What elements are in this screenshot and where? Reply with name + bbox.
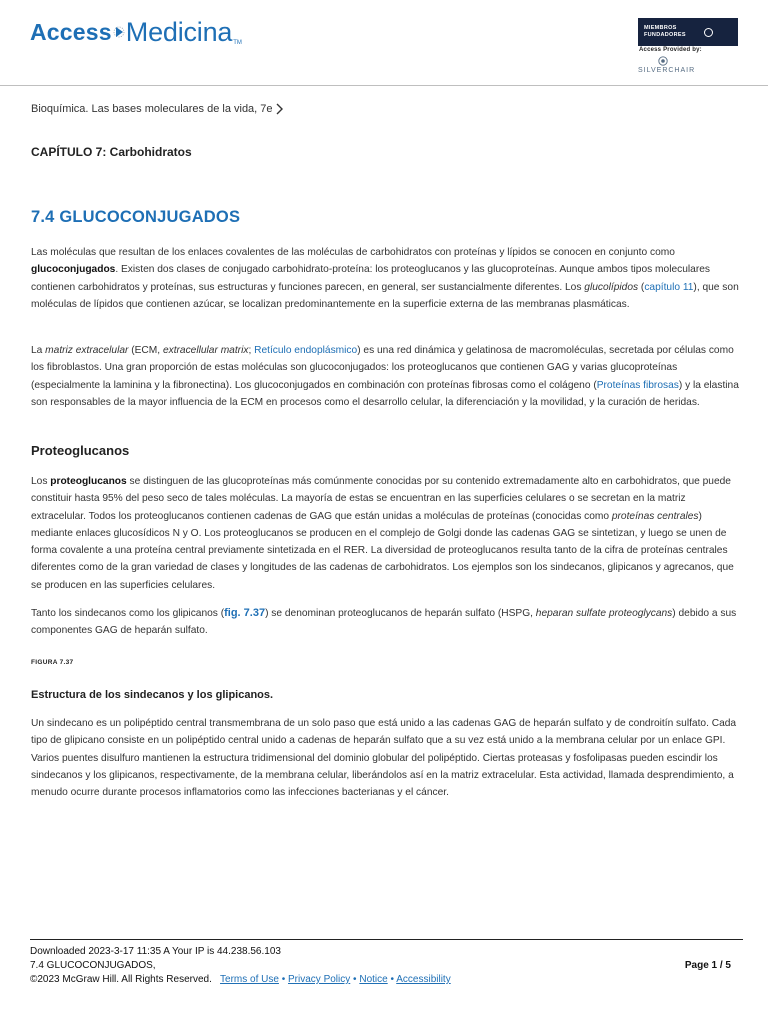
page-number: Page 1 / 5 [684, 960, 731, 971]
provided-by-label: Access Provided by: [639, 47, 702, 53]
logo-trademark: TM [233, 40, 242, 46]
section-title: 7.4 GLUCOCONJUGADOS [31, 208, 241, 226]
text: ) y la elastina son responsables de la mayor influencia de la ECM en procesos como el desarrollo celular, la diferenciación y la movilidad, y la curación de heridas. [31, 379, 739, 408]
separator: • [281, 974, 286, 985]
link-reticulo-endoplasmico[interactable]: Retículo endoplásmico [254, 345, 358, 356]
link-proteinas-fibrosas[interactable]: Proteínas fibrosas [596, 379, 679, 391]
logo-access-text: Access [30, 19, 112, 45]
breadcrumb-book-title[interactable]: Bioquímica. Las bases moleculares de la vida, 7e [31, 103, 273, 115]
text: ) se denominan proteoglucanos de heparán sulfato (HSPG, [265, 608, 536, 619]
founding-members-text: MIEMBROS FUNDADORES [644, 25, 686, 38]
paragraph-2 [31, 342, 743, 411]
link-fig-7-37[interactable]: fig. 7.37 [224, 607, 266, 619]
text: (ECM, [128, 345, 163, 356]
accessibility-link[interactable]: Accessibility [396, 974, 451, 985]
paragraph-3 [31, 473, 743, 594]
term-hspg: heparan sulfate proteoglycans [535, 608, 673, 619]
term-proteinas-centrales: proteínas centrales [611, 510, 699, 522]
text: ) mediante enlaces glucosídicos N y O. Los proteoglucanos se producen en el complejo de Golgi donde las cadenas GAG se sintetizan, y luego se unen de forma covalente a una proteína central previamente sintetizada en el RER. La diversidad de proteoglucanos resulta tanto de la cifra de proteínas centrales diferentes como de la gran variedad de clases y longitudes de las cadenas de carbohidratos. Los ejemplos son los sindecanos, glipicanos y agrecanos, que se producen en las superficies celulares. [31, 510, 734, 591]
text: ; [248, 345, 255, 356]
term-glucoconjugados: glucoconjugados [31, 264, 116, 276]
download-info: Downloaded 2023-3-17 11:35 A Your IP is 44.238.56.103 [30, 946, 281, 957]
silverchair-icon [658, 56, 668, 66]
text: ) debido a sus componentes GAG de heparán sulfato. [31, 608, 737, 637]
figure-label: FIGURA 7.37 [31, 659, 74, 666]
text: Las moléculas que resultan de los enlaces covalentes de las moléculas de carbohidratos con proteínas y lípidos se conocen en conjunto como [31, 247, 675, 258]
breadcrumb[interactable] [31, 102, 284, 116]
subsection-title: Proteoglucanos [31, 443, 130, 458]
logo-medicina-text: Medicina [125, 17, 233, 47]
terms-of-use-link[interactable]: Terms of Use [220, 974, 279, 985]
chapter-title: CAPÍTULO 7: Carbohidratos [31, 145, 192, 159]
figure-title: Estructura de los sindecanos y los glipicanos. [31, 689, 274, 701]
text: . Existen dos clases de conjugado carbohidrato-proteína: los proteoglucanos y las glucoproteínas. Aunque ambos tipos moleculares contienen carbohidratos y proteínas, sus estructuras y funciones parecen, en general, ser sustancialmente diferentes. Los [31, 264, 710, 293]
access-medicina-logo[interactable] [30, 12, 242, 52]
site-header [0, 0, 768, 86]
seal-icon [704, 28, 713, 37]
provider-name: SILVERCHAIR [638, 67, 696, 74]
text: La [31, 345, 46, 356]
text: Los [31, 476, 51, 487]
page-footer [30, 939, 743, 993]
footer-doc-title: 7.4 GLUCOCONJUGADOS, [30, 960, 156, 971]
term-extracellular-matrix: extracellular matrix [162, 345, 249, 356]
paragraph-4 [31, 605, 743, 640]
text: ( [638, 281, 645, 293]
privacy-policy-link[interactable]: Privacy Policy [288, 974, 351, 985]
term-glucolipidos: glucolípidos [584, 281, 639, 293]
notice-link[interactable]: Notice [359, 974, 388, 985]
text: Tanto los sindecanos como los glipicanos ( [31, 608, 225, 619]
text: ) es una red dinámica y gelatinosa de macromoléculas, secretada por células como los fibroblastos. Una gran proporción de estas moléculas son glucoconjugados: los proteoglucanos que contienen GAG y varias glucoproteínas (especialmente la laminina y la fibronectina). Los glucoconjugados en combinación con proteínas fibrosas como el colágeno ( [31, 345, 734, 391]
separator: • [353, 974, 357, 985]
paragraph-1 [31, 244, 743, 313]
text: ), que son moléculas de lípidos que contienen azúcar, se localizan predominantemente en la superficie externa de las membranas plasmáticas. [31, 281, 739, 310]
footer-legal [30, 974, 451, 985]
founding-members-badge [638, 18, 738, 46]
chevron-right-icon[interactable] [275, 102, 284, 116]
separator: • [390, 974, 394, 985]
text: se distinguen de las glucoproteínas más comúnmente conocidas por su contenido extremadamente alto en carbohidratos, que puede constituir hasta 95% del peso seco de tales moléculas. La mayoría de estas se encuentran en las superficies celulares o se secretan en la matriz extracelular. Todos los proteoglucanos contienen cadenas de GAG que están unidas a moléculas de proteínas (conocidas como [31, 476, 731, 522]
term-matriz-extracelular: matriz extracelular [45, 345, 129, 356]
link-capitulo-11[interactable]: capítulo 11 [644, 281, 694, 293]
figure-caption: Un sindecano es un polipéptido central transmembrana de un solo paso que está unido a las cadenas GAG de heparán sulfato y de condroitín sulfato. Cada tipo de glipicano consiste en un polipéptido central unido a cadenas de heparán sulfato que a su vez está unido a la membrana celular por un enlace GPI. Varios puentes disulfuro mantienen la estructura tridimensional del dominio globular del polipéptido. Ciertas proteasas y fosfolipasas pueden escindir los sindecanos y los glipicanos, respectivamente, de la membrana celular, liberándolos así en la matriz extracelular. Esta actividad, llamada desprendimiento, a menudo ocurre durante procesos inflamatorios como las infecciones bacterianas y el cáncer. [31, 718, 737, 799]
copyright-text: ©2023 McGraw Hill. All Rights Reserved. [30, 974, 212, 985]
term-proteoglucanos: proteoglucanos [50, 476, 127, 487]
logo-arrow-icon [112, 12, 126, 52]
